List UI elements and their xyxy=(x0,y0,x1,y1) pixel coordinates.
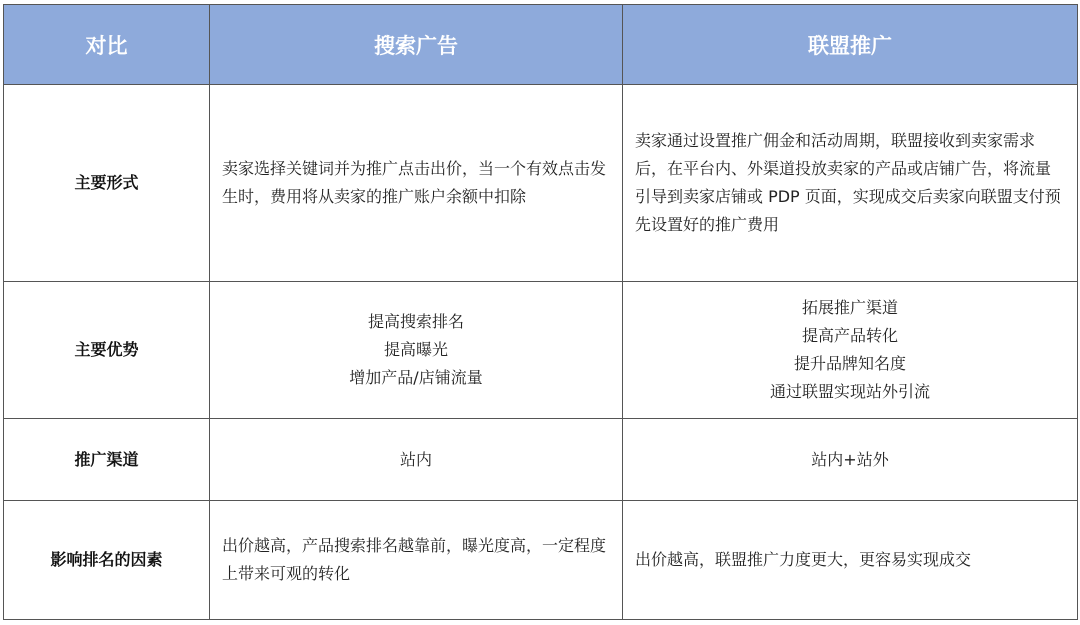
header-affiliate: 联盟推广 xyxy=(623,5,1078,85)
row-label: 影响排名的因素 xyxy=(4,501,210,620)
search-ads-cell: 出价越高，产品搜索排名越靠前，曝光度高，一定程度上带来可观的转化 xyxy=(210,501,623,620)
affiliate-cell: 卖家通过设置推广佣金和活动周期，联盟接收到卖家需求后，在平台内、外渠道投放卖家的产品或店铺广告，将流量引导到卖家店铺或 PDP 页面，实现成交后卖家向联盟支付预先设置好的推广费用 xyxy=(623,85,1078,282)
advantage-item: 拓展推广渠道 xyxy=(801,298,898,317)
advantage-item: 提升品牌知名度 xyxy=(793,354,906,373)
row-label: 主要形式 xyxy=(4,85,210,282)
search-ads-cell xyxy=(210,282,623,419)
affiliate-cell: 出价越高，联盟推广力度更大，更容易实现成交 xyxy=(623,501,1078,620)
search-ads-cell: 卖家选择关键词并为推广点击出价，当一个有效点击发生时，费用将从卖家的推广账户余额中扣除 xyxy=(210,85,623,282)
advantage-item: 提高曝光 xyxy=(383,340,448,359)
advantage-item: 增加产品/店铺流量 xyxy=(349,368,483,387)
advantage-item: 通过联盟实现站外引流 xyxy=(769,382,930,401)
affiliate-cell xyxy=(623,282,1078,419)
row-main-form xyxy=(4,85,1078,282)
header-compare: 对比 xyxy=(4,5,210,85)
row-label: 主要优势 xyxy=(4,282,210,419)
row-main-advantages xyxy=(4,282,1078,419)
advantage-item: 提高搜索排名 xyxy=(367,312,464,331)
search-ads-cell: 站内 xyxy=(210,419,623,501)
advantage-item: 提高产品转化 xyxy=(801,326,898,345)
header-search-ads: 搜索广告 xyxy=(210,5,623,85)
affiliate-cell: 站内+站外 xyxy=(623,419,1078,501)
row-channels xyxy=(4,419,1078,501)
header-row xyxy=(4,5,1078,85)
row-label: 推广渠道 xyxy=(4,419,210,501)
comparison-table xyxy=(3,4,1078,620)
row-ranking-factors xyxy=(4,501,1078,620)
